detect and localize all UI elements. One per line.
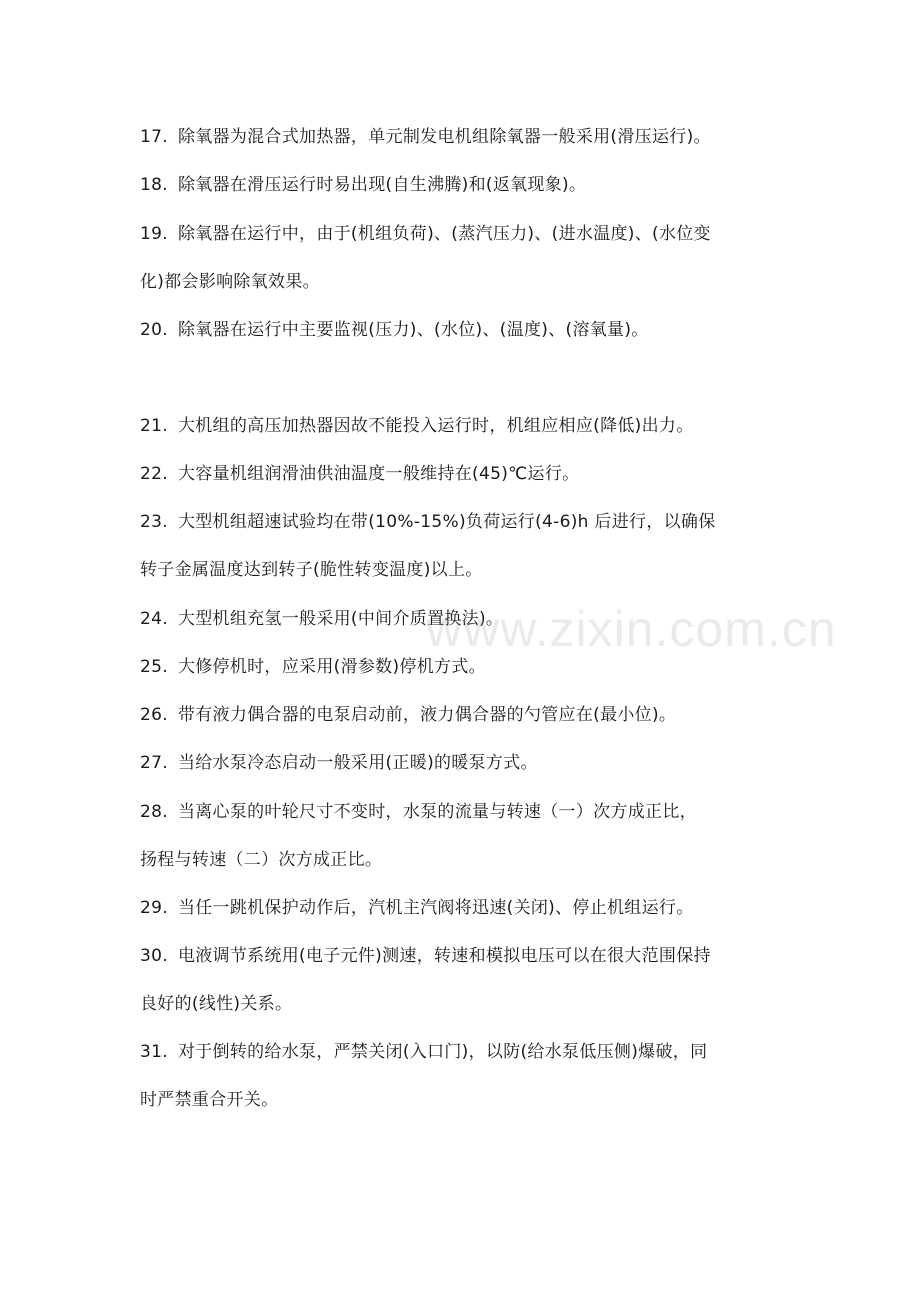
item-line-continued: 时严禁重合开关。 xyxy=(140,1090,279,1110)
item-number: 21. xyxy=(140,416,168,436)
list-item xyxy=(140,113,790,161)
item-number: 18. xyxy=(140,175,168,195)
item-line xyxy=(140,113,790,161)
watermark: www.zixin.com.cn xyxy=(426,601,837,657)
item-line-continued: 扬程与转速（二）次方成正比。 xyxy=(140,850,383,870)
item-text: 大修停机时，应采用(滑参数)停机方式。 xyxy=(177,657,486,677)
item-number: 28. xyxy=(140,802,168,822)
item-line xyxy=(140,595,790,643)
item-number: 17. xyxy=(140,127,168,147)
list-item xyxy=(140,643,790,691)
list-item xyxy=(140,932,790,1028)
item-number: 31. xyxy=(140,1042,168,1062)
item-text: 当离心泵的叶轮尺寸不变时，水泵的流量与转速（一）次方成正比， xyxy=(177,802,697,822)
item-text: 电液调节系统用(电子元件)测速，转速和模拟电压可以在很大范围保持 xyxy=(177,946,711,966)
item-number: 22. xyxy=(140,464,168,484)
list-item xyxy=(140,210,790,306)
item-line xyxy=(140,450,790,498)
item-line xyxy=(140,402,790,450)
item-text: 大容量机组润滑油供油温度一般维持在(45)℃运行。 xyxy=(177,464,580,484)
item-line xyxy=(140,739,790,787)
item-text: 大机组的高压加热器因故不能投入运行时，机组应相应(降低)出力。 xyxy=(177,416,694,436)
item-text: 带有液力偶合器的电泵启动前，液力偶合器的勺管应在(最小位)。 xyxy=(177,705,677,725)
item-line xyxy=(140,932,790,980)
item-line-continued: 良好的(线性)关系。 xyxy=(140,994,293,1014)
item-number: 19. xyxy=(140,224,168,244)
item-number: 25. xyxy=(140,657,168,677)
item-line-continued: 转子金属温度达到转子(脆性转变温度)以上。 xyxy=(140,560,483,580)
list-item xyxy=(140,595,790,643)
item-line xyxy=(140,884,790,932)
list-item xyxy=(140,498,790,594)
item-number: 23. xyxy=(140,512,168,532)
list-item xyxy=(140,739,790,787)
item-line xyxy=(140,1028,790,1076)
list-item xyxy=(140,402,790,450)
list-item xyxy=(140,306,790,354)
list-item xyxy=(140,691,790,739)
item-line xyxy=(140,691,790,739)
item-line xyxy=(140,498,790,546)
item-line-continued: 化)都会影响除氧效果。 xyxy=(140,272,320,292)
item-text: 当任一跳机保护动作后，汽机主汽阀将迅速(关闭)、停止机组运行。 xyxy=(177,898,694,918)
item-number: 27. xyxy=(140,753,168,773)
item-text: 当给水泵冷态启动一般采用(正暖)的暖泵方式。 xyxy=(177,753,538,773)
item-text: 除氧器在运行中，由于(机组负荷)、(蒸汽压力)、(进水温度)、(水位变 xyxy=(177,224,711,244)
item-number: 20. xyxy=(140,320,168,340)
list-item xyxy=(140,884,790,932)
item-number: 24. xyxy=(140,609,168,629)
list-item xyxy=(140,1028,790,1124)
item-line xyxy=(140,788,790,836)
item-text: 除氧器在运行中主要监视(压力)、(水位)、(温度)、(溶氧量)。 xyxy=(177,320,649,340)
item-text: 除氧器在滑压运行时易出现(自生沸腾)和(返氧现象)。 xyxy=(177,175,587,195)
item-number: 26. xyxy=(140,705,168,725)
list-item xyxy=(140,161,790,209)
list-item xyxy=(140,788,790,884)
item-text: 对于倒转的给水泵，严禁关闭(入口门)，以防(给水泵低压侧)爆破，同 xyxy=(177,1042,708,1062)
item-text: 大型机组超速试验均在带(10%-15%)负荷运行(4-6)h 后进行，以确保 xyxy=(177,512,716,532)
item-text: 除氧器为混合式加热器，单元制发电机组除氧器一般采用(滑压运行)。 xyxy=(177,127,711,147)
list-item xyxy=(140,450,790,498)
item-line xyxy=(140,210,790,258)
item-line xyxy=(140,161,790,209)
item-line xyxy=(140,643,790,691)
item-number: 30. xyxy=(140,946,168,966)
item-line xyxy=(140,306,790,354)
item-number: 29. xyxy=(140,898,168,918)
item-text: 大型机组充氢一般采用(中间介质置换法)。 xyxy=(177,609,504,629)
